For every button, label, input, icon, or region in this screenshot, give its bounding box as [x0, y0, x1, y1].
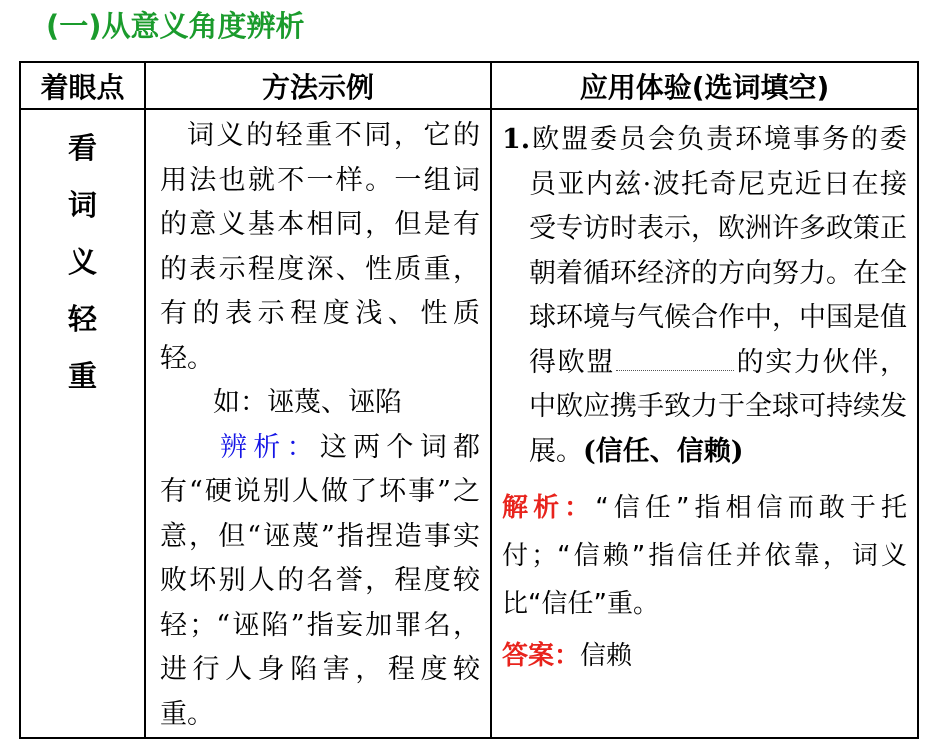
method-example: 如：诬蔑、诬陷	[213, 387, 402, 418]
practice-question	[502, 118, 907, 474]
method-analysis-text: 这两个词都有“硬说别人做了坏事”之意，但“诬蔑”指捏造事实败坏别人的名誉，程度较轻；“诬陷”指妄加罪名，进行人身陷害，程度较重。	[160, 431, 481, 730]
answer-label: 答案：	[502, 641, 581, 671]
answer-text: 信赖	[580, 641, 633, 671]
method-cell	[145, 109, 491, 738]
word-analysis-table	[19, 61, 919, 739]
header-method-example: 方法示例	[145, 62, 491, 109]
section-title: (一)从意义角度辨析	[46, 9, 305, 43]
header-focus-point: 着眼点	[20, 62, 145, 109]
table-header-row	[20, 62, 918, 109]
question-text-before: 欧盟委员会负责环境事务的委员亚内兹·波托奇尼克近日在接受专访时表示，欧洲许多政策正朝着循环经济的方向努力。在全球环境与气候合作中，中国是值得欧盟	[529, 124, 907, 378]
focus-text: 看词义轻重	[67, 131, 97, 393]
question-text-after: 的实力伙伴，中欧应携手致力于全球可持续发展。	[529, 346, 907, 467]
fill-in-blank	[616, 344, 734, 371]
practice-analysis	[502, 484, 907, 628]
table-row	[20, 109, 918, 738]
question-options: (信任、信赖)	[583, 435, 744, 467]
method-paragraph: 词义的轻重不同，它的用法也就不一样。一组词的意义基本相同，但是有的表示程度深、性质重，有的表示程度浅、性质轻。	[160, 120, 480, 374]
question-number: 1.	[502, 124, 531, 155]
method-analysis-label: 辨析：	[220, 431, 320, 463]
practice-analysis-label: 解析：	[502, 493, 596, 523]
practice-analysis-text: “信任”指相信而敢于托付；“信赖”指信任并依靠，词义比“信任”重。	[502, 493, 907, 619]
focus-cell	[20, 109, 145, 738]
method-analysis	[160, 426, 480, 738]
practice-cell	[491, 109, 918, 738]
header-application: 应用体验(选词填空)	[491, 62, 918, 109]
practice-answer	[502, 632, 907, 680]
